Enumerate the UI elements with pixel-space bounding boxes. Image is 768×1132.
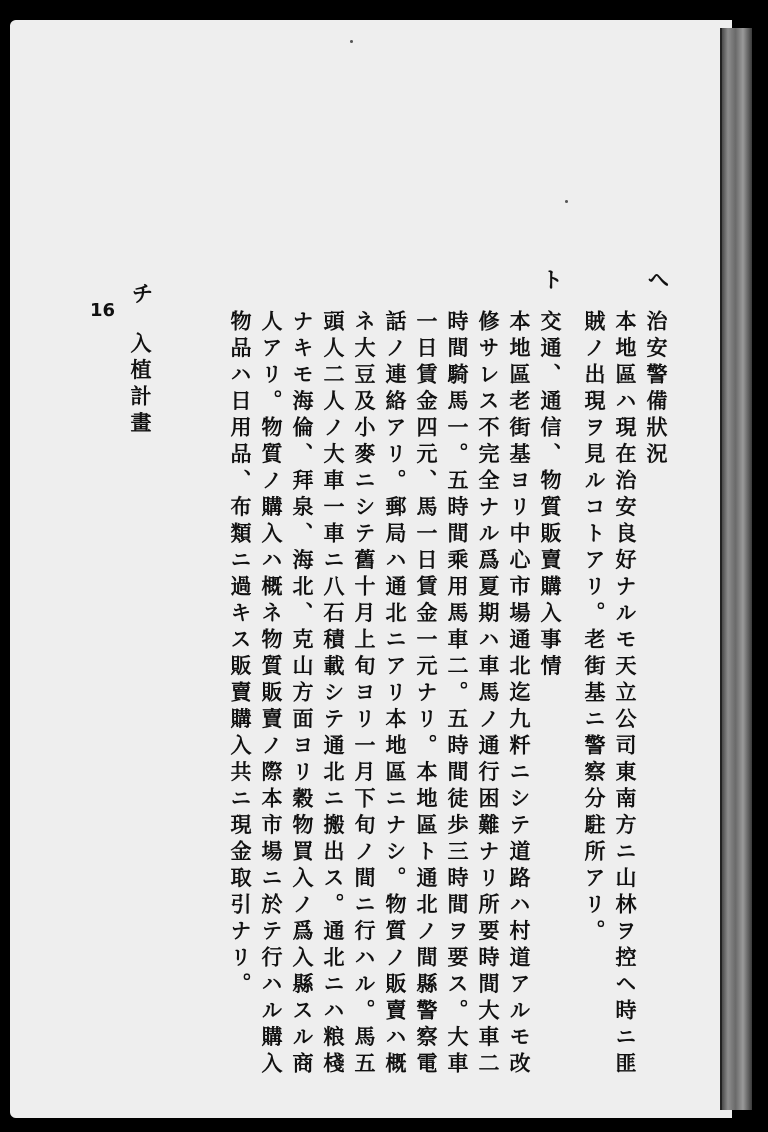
- section-marker-he: へ: [644, 268, 670, 296]
- page-number: 16: [90, 300, 116, 321]
- text-line: 人アリ。物質ノ購入ハ概ネ物質販賣ノ際本市場ニ於テ行ハル購入: [259, 310, 284, 1079]
- document-page: [10, 20, 732, 1118]
- text-line: 本地區老街基ヨリ中心市場通北迄九粁ニシテ道路ハ村道アルモ改: [507, 310, 532, 1079]
- dust-speck: [565, 200, 568, 203]
- text-line: 物品ハ日用品、布類ニ過キス販賣購入共ニ現金取引ナリ。: [228, 310, 253, 999]
- page-edge-shadow: [720, 28, 752, 1110]
- text-line: 話ノ連絡アリ。郵局ハ通北ニアリ本地區ニナシ。物質ノ販賣ハ概: [383, 310, 408, 1079]
- section-title-traffic: 交通、通信、物質販賣購入事情: [538, 310, 563, 681]
- section-title-settlement: 入植計畫: [128, 332, 153, 438]
- text-line: 一日賃金四元、馬一日賃金一元ナリ。本地區ト通北ノ間縣警察電: [414, 310, 439, 1079]
- text-line: ナキモ海倫、拜泉、海北、克山方面ヨリ穀物買入ノ爲入縣スル商: [290, 310, 315, 1079]
- dust-speck: [350, 40, 353, 43]
- section-marker-chi: チ: [128, 282, 154, 310]
- text-line: 頭人二人ノ大車一車ニ八石積載シテ通北ニ搬出ス。通北ニハ粮棧: [321, 310, 346, 1079]
- text-line: 本地區ハ現在治安良好ナルモ天立公司東南方ニ山林ヲ控ヘ時ニ匪: [613, 310, 638, 1079]
- text-line: 修サレス不完全ナル爲夏期ハ車馬ノ通行困難ナリ所要時間大車二: [476, 310, 501, 1079]
- section-marker-to: ト: [538, 268, 564, 296]
- text-line: ネ大豆及小麥ニシテ舊十月上旬ヨリ一月下旬ノ間ニ行ハル。馬五: [352, 310, 377, 1079]
- text-line: 賊ノ出現ヲ見ルコトアリ。老街基ニ警察分駐所アリ。: [582, 310, 607, 946]
- text-line: 時間騎馬一。五時間乘用馬車二。五時間徒歩三時間ヲ要ス。大車: [445, 310, 470, 1079]
- section-title-security: 治安警備狀況: [644, 310, 669, 469]
